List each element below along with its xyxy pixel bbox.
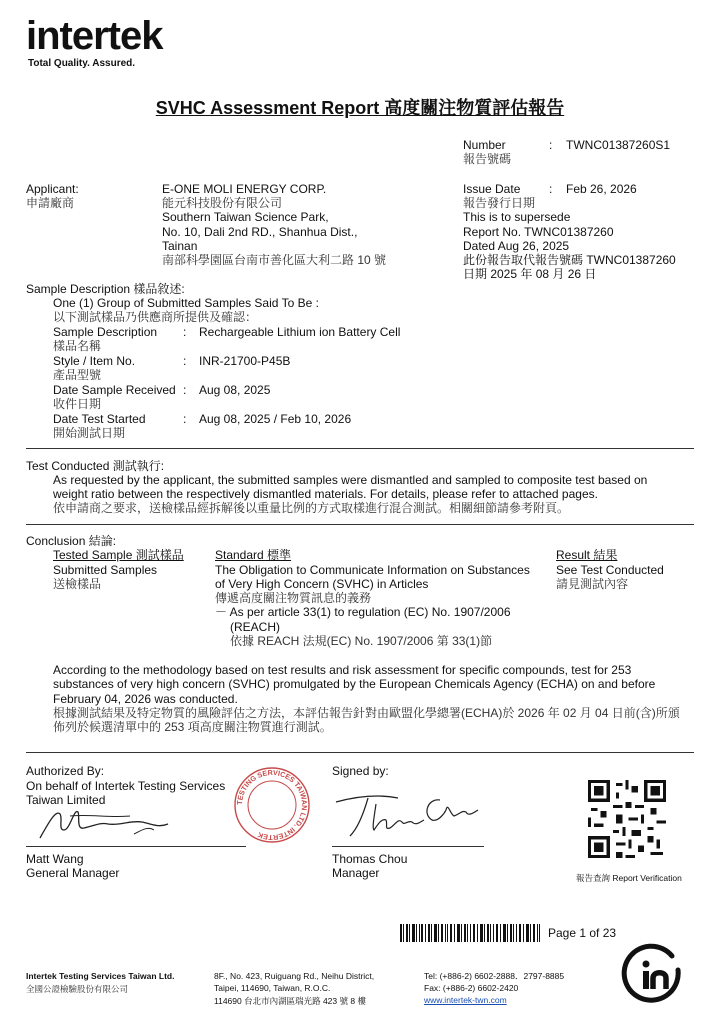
- authorized-role: General Manager: [26, 866, 120, 880]
- issue-date-label: Issue Date: [463, 182, 521, 196]
- result-line: See Test Conducted: [556, 563, 664, 577]
- supersede-line: 此份報告取代報告號碼 TWNC01387260: [463, 253, 676, 267]
- divider: [26, 448, 694, 449]
- report-number: TWNC01387260S1: [566, 138, 671, 152]
- sample-row-label: Style / Item No.: [53, 354, 136, 368]
- methodology-line: According to the methodology based on test results and risk assessment for specific compounds, test for 253: [53, 663, 632, 677]
- authorized-name: Matt Wang: [26, 852, 84, 866]
- sample-row-value: Aug 08, 2025: [199, 383, 271, 397]
- methodology-line: February 04, 2026 was conducted.: [53, 692, 238, 706]
- sample-row-label-cn: 開始測試日期: [53, 426, 126, 440]
- sample-row-label-cn: 樣品名稱: [53, 339, 102, 353]
- tested-sample-line: 送檢樣品: [53, 577, 102, 591]
- test-conducted-line: weight ratio between the respectively dismantled materials. For details, please refer to attached pages.: [53, 487, 598, 501]
- stamp-text: TESTING SERVICES TAIWAN LTD. INTERTEK: [234, 767, 310, 843]
- sample-row-value: Aug 08, 2025 / Feb 10, 2026: [199, 412, 352, 426]
- signed-by-label: Signed by:: [332, 764, 389, 778]
- number-label: Number: [463, 138, 506, 152]
- methodology-line: 佈列於候選清單中的 253 項高度關注物質進行測試。: [53, 720, 332, 734]
- result-header: Result 結果: [556, 548, 618, 562]
- sample-row-label: Date Sample Received: [53, 383, 176, 397]
- applicant-line: No. 10, Dali 2nd RD., Shanhua Dist.,: [162, 225, 358, 239]
- issue-date-value: Feb 26, 2026: [566, 182, 637, 196]
- authorized-line: Authorized By:: [26, 764, 105, 778]
- standard-line: 傳遞高度關注物質訊息的義務: [215, 591, 372, 605]
- sample-group-line-cn: 以下測試樣品乃供應商所提供及確認：: [53, 310, 258, 324]
- page-number: Page 1 of 23: [548, 926, 617, 940]
- supersede-line: Report No. TWNC01387260: [463, 225, 614, 239]
- authorized-line: Taiwan Limited: [26, 793, 106, 807]
- footer-address-line: 114690 台北市內湖區瑞光路 423 號 8 樓: [214, 996, 366, 1006]
- footer-fax: Fax: (+886-2) 6602-2420: [424, 983, 519, 993]
- signature-line: [332, 846, 484, 847]
- report-title: SVHC Assessment Report 高度關注物質評估報告: [155, 98, 565, 118]
- signed-role: Manager: [332, 866, 380, 880]
- sample-row-label-cn: 產品型號: [53, 368, 102, 382]
- test-conducted-line: As requested by the applicant, the submitted samples were dismantled and sampled to composite test based on: [53, 473, 648, 487]
- sample-row-colon: :: [183, 412, 187, 426]
- tested-sample-line: Submitted Samples: [53, 563, 158, 577]
- applicant-line: Tainan: [162, 239, 198, 253]
- signature-line: [26, 846, 246, 847]
- standard-line: of Very High Concern (SVHC) in Articles: [215, 577, 429, 591]
- intertek-logo: intertek: [26, 14, 163, 58]
- applicant-line: 南部科學園區台南市善化區大利二路 10 號: [162, 253, 387, 267]
- sample-row-value: INR-21700-P45B: [199, 354, 291, 368]
- logo-tagline: Total Quality. Assured.: [28, 58, 136, 69]
- sample-row-colon: :: [183, 383, 187, 397]
- signed-name: Thomas Chou: [332, 852, 408, 866]
- issue-date-label-cn: 報告發行日期: [463, 196, 536, 210]
- applicant-line: 能元科技股份有限公司: [162, 196, 283, 210]
- sample-row-value: Rechargeable Lithium ion Battery Cell: [199, 325, 401, 339]
- sample-row-label-cn: 收件日期: [53, 397, 102, 411]
- conclusion-heading: Conclusion 結論:: [26, 534, 117, 548]
- report-verification-label: 報告查詢 Report Verification: [576, 873, 682, 883]
- applicant-line: E-ONE MOLI ENERGY CORP.: [162, 182, 327, 196]
- standard-line: 依據 REACH 法規(EC) No. 1907/2006 第 33(1)節: [230, 634, 493, 648]
- standard-line: The Obligation to Communicate Information on Substances: [215, 563, 530, 577]
- authorized-signature: [30, 800, 180, 845]
- result-line: 請見測試內容: [556, 577, 629, 591]
- number-label-cn: 報告號碼: [463, 152, 512, 166]
- footer-tel: Tel: (+886-2) 6602-2888．2797-8885: [424, 971, 565, 981]
- applicant-label-cn: 申請廠商: [26, 196, 75, 210]
- issue-date-colon: :: [549, 182, 553, 196]
- company-stamp: [232, 765, 312, 845]
- verification-qr-code[interactable]: [588, 778, 666, 860]
- footer-address-line: 8F., No. 423, Ruiguang Rd., Neihu District,: [214, 971, 375, 981]
- sample-row-colon: :: [183, 354, 187, 368]
- number-colon: :: [549, 138, 553, 152]
- standard-line: (REACH): [230, 620, 280, 634]
- footer-company: Intertek Testing Services Taiwan Ltd.: [26, 971, 175, 981]
- footer-company-cn: 全國公證檢驗股份有限公司: [26, 984, 129, 994]
- tested-sample-header: Tested Sample 測試樣品: [53, 548, 184, 562]
- signed-signature: [328, 784, 488, 844]
- intertek-in-icon: [620, 942, 686, 1008]
- footer-address-line: Taipei, 114690, Taiwan, R.O.C.: [214, 983, 331, 993]
- sample-row-label: Date Test Started: [53, 412, 146, 426]
- footer-website-link[interactable]: www.intertek-twn.com: [424, 995, 507, 1005]
- sample-group-line: One (1) Group of Submitted Samples Said To Be :: [53, 296, 319, 310]
- barcode: [400, 924, 540, 942]
- methodology-line: 根據測試結果及特定物質的風險評估之方法，本評估報告針對由歐盟化學總署(ECHA)於 2026 年 02 月 04 日前(含)所頒: [53, 706, 680, 720]
- supersede-line: This is to supersede: [463, 210, 571, 224]
- supersede-line: Dated Aug 26, 2025: [463, 239, 570, 253]
- divider: [26, 524, 694, 525]
- test-conducted-heading: Test Conducted 測試執行:: [26, 459, 165, 473]
- test-conducted-line: 依申請商之要求，送檢樣品經拆解後以重量比例的方式取樣進行混合測試。相關細節請參考附頁。: [53, 501, 570, 515]
- standard-line: － As per article 33(1) to regulation (EC) No. 1907/2006: [215, 605, 511, 619]
- methodology-line: substances of very high concern (SVHC) promulgated by the European Chemicals Agency (ECHA) on and before: [53, 677, 656, 691]
- divider: [26, 752, 694, 753]
- sample-row-label: Sample Description: [53, 325, 158, 339]
- sample-heading: Sample Description 樣品敘述:: [26, 282, 185, 296]
- authorized-line: On behalf of Intertek Testing Services: [26, 779, 226, 793]
- sample-row-colon: :: [183, 325, 187, 339]
- applicant-line: Southern Taiwan Science Park,: [162, 210, 329, 224]
- standard-header: Standard 標準: [215, 548, 292, 562]
- supersede-line: 日期 2025 年 08 月 26 日: [463, 267, 597, 281]
- applicant-label: Applicant:: [26, 182, 79, 196]
